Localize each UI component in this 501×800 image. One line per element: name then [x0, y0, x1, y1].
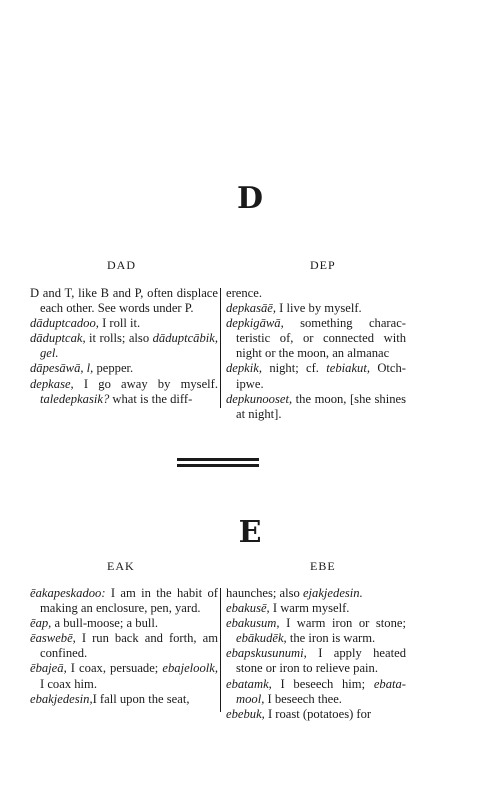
- right-column-d: [226, 286, 406, 422]
- entry: haunches; also ejakjedesin.: [226, 586, 363, 600]
- entry: erence.: [226, 286, 262, 300]
- entry: D and T, like B and P, often displace each other. See words under P.: [30, 286, 218, 316]
- left-column-d: [30, 286, 218, 407]
- head-left-d: DAD: [107, 258, 136, 272]
- section-letter-d: D: [236, 181, 264, 216]
- entry: depkik, night; cf. tebiakut, Otchipwe.: [226, 361, 406, 391]
- entry: ēakapeskadoo: I am in the habit of making an enclosure, pen, yard.: [30, 586, 218, 616]
- entry: dāduptcadoo, I roll it.: [30, 316, 141, 331]
- entry: ebakusum, I warm iron or stone; ebākudēk, the iron is warm.: [226, 616, 406, 646]
- columns-e: [30, 586, 470, 721]
- head-right-e: EBE: [310, 559, 336, 573]
- section-letter-e: E: [238, 515, 263, 550]
- entry: ebebuk, I roast (potatoes) for: [226, 706, 372, 721]
- column-divider-e: [220, 588, 221, 712]
- entry: depkasāē, I live by myself.: [226, 301, 362, 316]
- entry: ēap, a bull-moose; a bull.: [30, 616, 159, 631]
- entry: ebatamk, I beseech him; ebatamool, I beseech thee.: [226, 676, 406, 706]
- entry: depkigāwā, something characteristic of, or connected with night or the moon, an almanac: [226, 316, 406, 361]
- running-heads-e: [0, 558, 501, 574]
- entry: ēbajeā, I coax, persuade; ebajeloolk, I coax him.: [30, 661, 218, 691]
- column-divider-d: [220, 288, 221, 408]
- entry: depkunooset, the moon, [she shines at night].: [226, 391, 406, 421]
- entry: depkase, I go away by myself. taledepkasik? what is the diff-: [30, 376, 218, 406]
- running-heads-d: [0, 257, 501, 273]
- entry: ebakusē, I warm myself.: [226, 601, 350, 616]
- entry: ebapskusunumi, I apply heated stone or iron to relieve pain.: [226, 646, 406, 676]
- double-rule-divider: [177, 458, 259, 467]
- head-left-e: EAK: [107, 559, 135, 573]
- entry: ebakjedesin,I fall upon the seat,: [30, 691, 190, 706]
- entry: dāpesāwā, l, pepper.: [30, 361, 134, 376]
- entry: dāduptcak, it rolls; also dāduptcābik, gel.: [30, 331, 218, 361]
- entry: ēaswebē, I run back and forth, am confined.: [30, 631, 218, 661]
- head-right-d: DEP: [310, 258, 336, 272]
- left-column-e: [30, 586, 218, 707]
- rule-line: [177, 464, 259, 467]
- columns-d: [30, 286, 470, 421]
- rule-line: [177, 458, 259, 461]
- right-column-e: [226, 586, 406, 722]
